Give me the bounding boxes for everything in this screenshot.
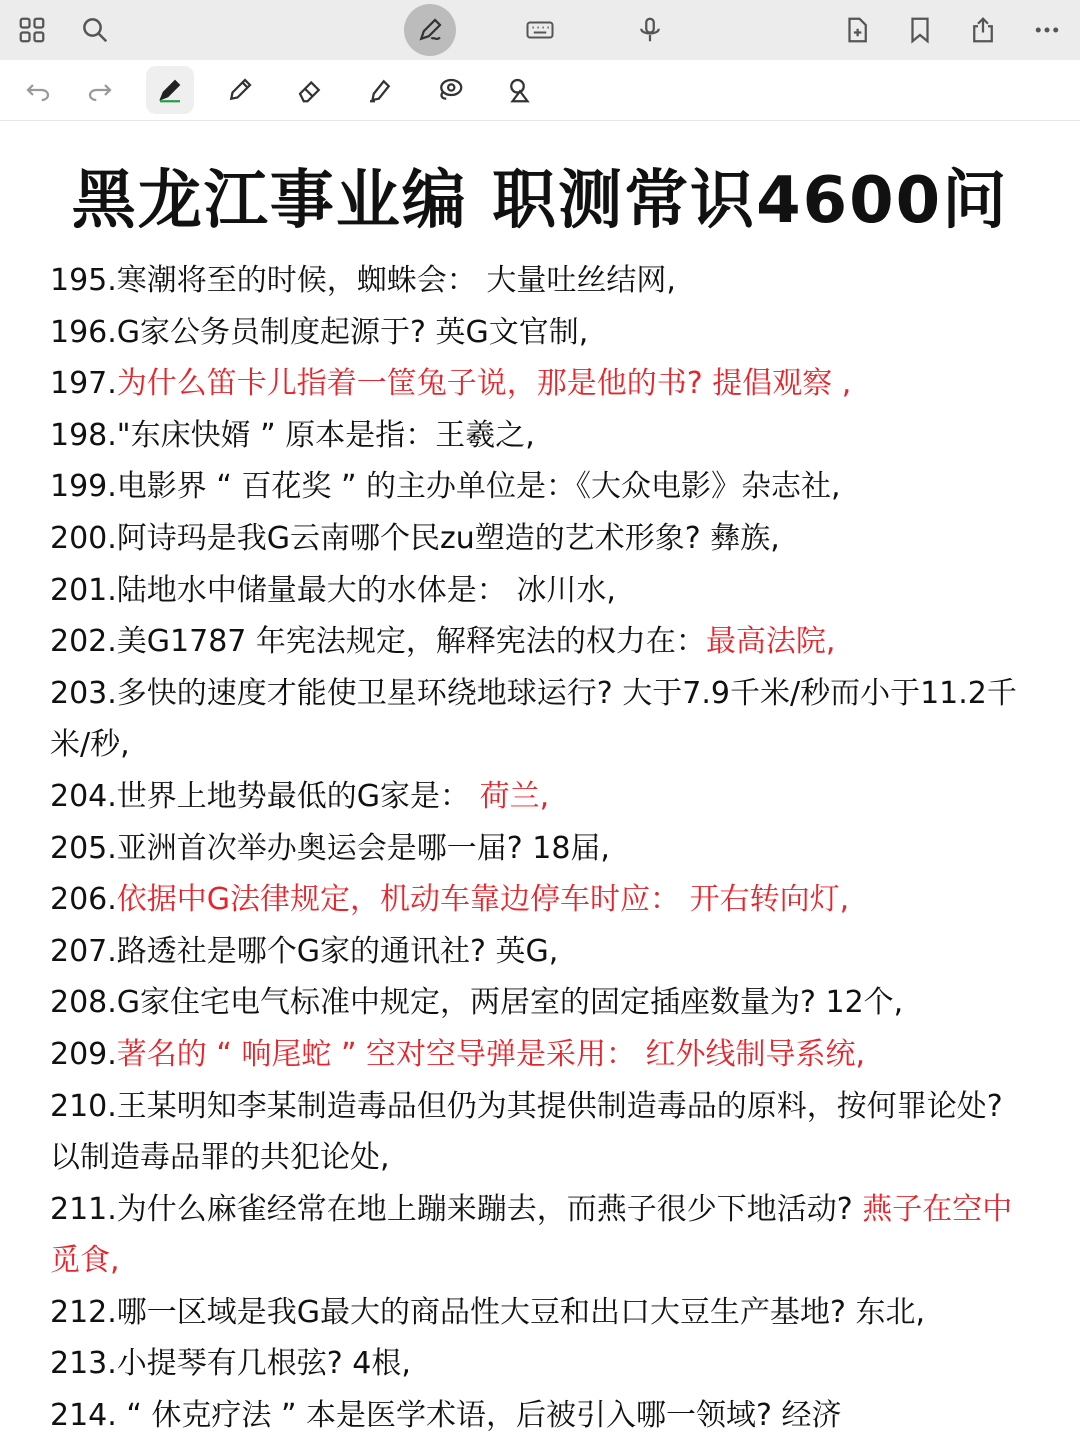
qa-line bbox=[50, 358, 1030, 410]
highlighted-text: 依据中G法律规定，机动车靠边停车时应： 开右转向灯, bbox=[116, 882, 850, 918]
qa-line bbox=[50, 1081, 1030, 1184]
lasso-icon[interactable] bbox=[428, 68, 472, 112]
add-page-icon[interactable] bbox=[835, 8, 879, 52]
question-number: 204. bbox=[50, 778, 117, 814]
question-text: G家住宅电气标准中规定，两居室的固定插座数量为? 12个, bbox=[116, 985, 904, 1021]
question-number: 199. bbox=[50, 469, 117, 505]
question-number: 196. bbox=[50, 314, 117, 350]
question-text: 陆地水中储量最大的水体是： 冰川水, bbox=[116, 572, 616, 608]
qa-line bbox=[50, 977, 1030, 1029]
question-text: 小提琴有几根弦? 4根, bbox=[116, 1346, 411, 1382]
qa-line bbox=[50, 668, 1030, 771]
question-text: “ 休克疗法 ” 本是医学术语，后被引入哪一领域? 经济 bbox=[116, 1398, 842, 1434]
question-text: 寒潮将至的时候，蜘蛛会： 大量吐丝结网, bbox=[116, 263, 676, 298]
page-title: 黑龙江事业编 职测常识4600问 bbox=[71, 164, 1009, 238]
question-text: 世界上地势最低的G家是： bbox=[116, 778, 480, 814]
undo-icon[interactable] bbox=[16, 68, 60, 112]
qa-line bbox=[50, 1029, 1030, 1081]
question-number: 198. bbox=[50, 417, 117, 453]
qa-line bbox=[50, 616, 1030, 668]
question-number: 213. bbox=[50, 1346, 117, 1382]
qa-line bbox=[50, 1184, 1030, 1287]
qa-line bbox=[50, 461, 1030, 513]
question-number: 208. bbox=[50, 985, 117, 1021]
qa-line bbox=[50, 1390, 1030, 1442]
bookmark-icon[interactable] bbox=[898, 8, 942, 52]
highlighted-text: 荷兰, bbox=[479, 778, 550, 814]
shapes-icon[interactable] bbox=[498, 68, 542, 112]
share-icon[interactable] bbox=[961, 8, 1005, 52]
qa-line bbox=[50, 410, 1030, 462]
question-number: 214. bbox=[50, 1398, 117, 1434]
question-number: 205. bbox=[50, 830, 117, 866]
qa-line bbox=[50, 255, 1030, 307]
drawing-toolbar bbox=[0, 60, 1080, 121]
highlighted-text: 最高法院, bbox=[705, 624, 836, 660]
qa-line bbox=[50, 307, 1030, 359]
question-number: 202. bbox=[50, 624, 117, 660]
redo-icon[interactable] bbox=[78, 68, 122, 112]
microphone-icon[interactable] bbox=[628, 8, 672, 52]
question-text: 多快的速度才能使卫星环绕地球运行? 大于7.9千米/秒而小于11.2千米/秒, bbox=[50, 675, 1017, 763]
qa-line bbox=[50, 513, 1030, 565]
pencil-icon[interactable] bbox=[218, 68, 262, 112]
qa-line bbox=[50, 771, 1030, 823]
top-toolbar bbox=[0, 0, 1080, 60]
search-icon[interactable] bbox=[73, 8, 117, 52]
question-number: 195. bbox=[50, 263, 117, 298]
question-number: 210. bbox=[50, 1088, 117, 1124]
question-text: 哪一区域是我G最大的商品性大豆和出口大豆生产基地? 东北, bbox=[116, 1294, 926, 1330]
highlighted-text: 燕子在空中觅食, bbox=[50, 1191, 1013, 1279]
question-text: 为什么麻雀经常在地上蹦来蹦去，而燕子很少下地活动? bbox=[116, 1191, 863, 1227]
question-text: 阿诗玛是我G云南哪个民zu塑造的艺术形象? 彝族, bbox=[116, 520, 780, 556]
fountain-pen-icon[interactable] bbox=[148, 68, 192, 112]
question-text: G家公务员制度起源于? 英G文官制, bbox=[116, 314, 589, 350]
highlighted-text: 著名的 “ 响尾蛇 ” 空对空导弹是采用： 红外线制导系统, bbox=[116, 1036, 866, 1072]
highlighted-text: 为什么笛卡儿指着一筐兔子说，那是他的书? 提倡观察 , bbox=[116, 366, 852, 402]
highlighter-icon[interactable] bbox=[358, 68, 402, 112]
grid-icon[interactable] bbox=[10, 8, 54, 52]
qa-line bbox=[50, 874, 1030, 926]
qa-list bbox=[50, 255, 1030, 1442]
qa-line bbox=[50, 565, 1030, 617]
question-number: 197. bbox=[50, 366, 117, 402]
qa-line bbox=[50, 823, 1030, 875]
more-icon[interactable] bbox=[1025, 8, 1069, 52]
qa-line bbox=[50, 1287, 1030, 1339]
question-number: 211. bbox=[50, 1191, 117, 1227]
question-text: 亚洲首次举办奥运会是哪一届? 18届, bbox=[116, 830, 610, 866]
pen-mode-icon[interactable] bbox=[404, 4, 456, 56]
question-text: "东床快婿 ” 原本是指：王羲之, bbox=[116, 417, 535, 453]
question-text: 美G1787 年宪法规定，解释宪法的权力在： bbox=[116, 624, 706, 660]
eraser-icon[interactable] bbox=[288, 68, 332, 112]
question-number: 206. bbox=[50, 882, 117, 918]
question-number: 212. bbox=[50, 1294, 117, 1330]
question-text: 路透社是哪个G家的通讯社? 英G, bbox=[116, 933, 559, 969]
question-number: 200. bbox=[50, 520, 117, 556]
note-page bbox=[0, 121, 1080, 1442]
keyboard-icon[interactable] bbox=[518, 8, 562, 52]
question-number: 207. bbox=[50, 933, 117, 969]
question-number: 201. bbox=[50, 572, 117, 608]
question-text: 王某明知李某制造毒品但仍为其提供制造毒品的原料，按何罪论处? 以制造毒品罪的共犯论处, bbox=[50, 1088, 1003, 1176]
question-number: 203. bbox=[50, 675, 117, 711]
question-text: 电影界 “ 百花奖 ” 的主办单位是：《大众电影》杂志社, bbox=[116, 469, 841, 505]
qa-line bbox=[50, 926, 1030, 978]
question-number: 209. bbox=[50, 1036, 117, 1072]
qa-line bbox=[50, 1338, 1030, 1390]
